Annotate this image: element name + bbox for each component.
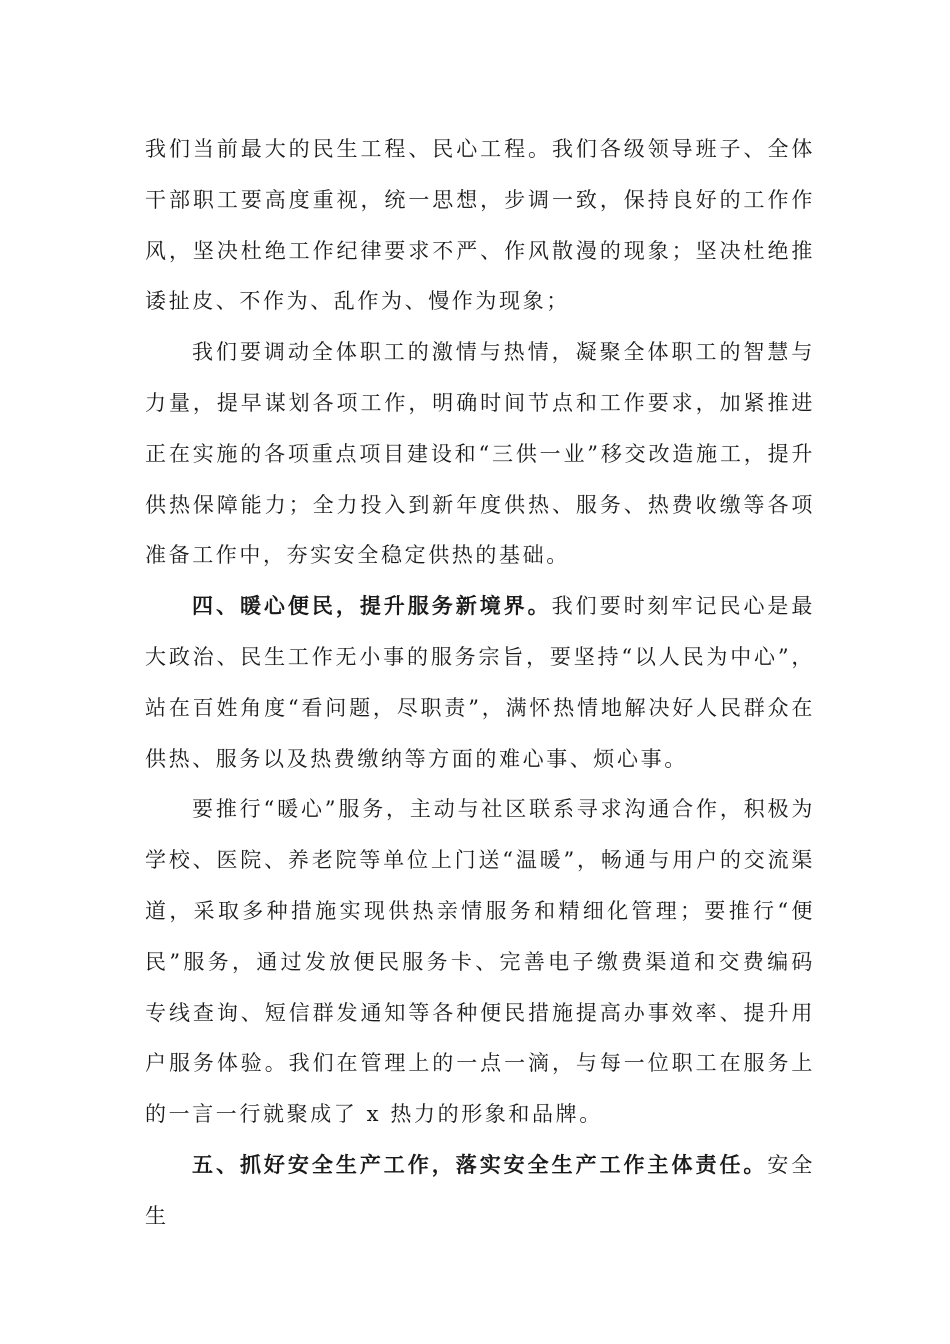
paragraph-4 [145, 784, 815, 1140]
paragraph-5-text: 安全生 [145, 1152, 815, 1228]
section-heading-4: 四、暖心便民，提升服务新境界。 [192, 594, 552, 619]
paragraph-3 [145, 581, 815, 784]
paragraph-2 [145, 327, 815, 581]
paragraph-1 [145, 124, 815, 327]
paragraph-5 [145, 1140, 815, 1242]
section-heading-5: 五、抓好安全生产工作，落实安全生产工作主体责任。 [192, 1152, 768, 1177]
paragraph-1-text: 我们当前最大的民生工程、民心工程。我们各级领导班子、全体干部职工要高度重视，统一思想，步调一致，保持良好的工作作风，坚决杜绝工作纪律要求不严、作风散漫的现象；坚决杜绝推诿扯皮、不作为、乱作为、慢作为现象； [145, 137, 815, 314]
paragraph-2-text: 我们要调动全体职工的激情与热情，凝聚全体职工的智慧与力量，提早谋划各项工作，明确时间节点和工作要求，加紧推进正在实施的各项重点项目建设和“三供一业”移交改造施工，提升供热保障能力；全力投入到新年度供热、服务、热费收缴等各项准备工作中，夯实安全稳定供热的基础。 [145, 340, 815, 568]
paragraph-3-text: 我们要时刻牢记民心是最大政治、民生工作无小事的服务宗旨，要坚持“以人民为中心”，站在百姓角度“看问题，尽职责”，满怀热情地解决好人民群众在供热、服务以及热费缴纳等方面的难心事、烦心事。 [145, 594, 815, 771]
document-body [145, 124, 815, 1242]
paragraph-4-text: 要推行“暖心”服务，主动与社区联系寻求沟通合作，积极为学校、医院、养老院等单位上门送“温暖”，畅通与用户的交流渠道，采取多种措施实现供热亲情服务和精细化管理；要推行“便民”服务，通过发放便民服务卡、完善电子缴费渠道和交费编码专线查询、短信群发通知等各种便民措施提高办事效率、提升用户服务体验。我们在管理上的一点一滴，与每一位职工在服务上的一言一行就聚成了 x 热力的形象和品牌。 [145, 797, 815, 1127]
